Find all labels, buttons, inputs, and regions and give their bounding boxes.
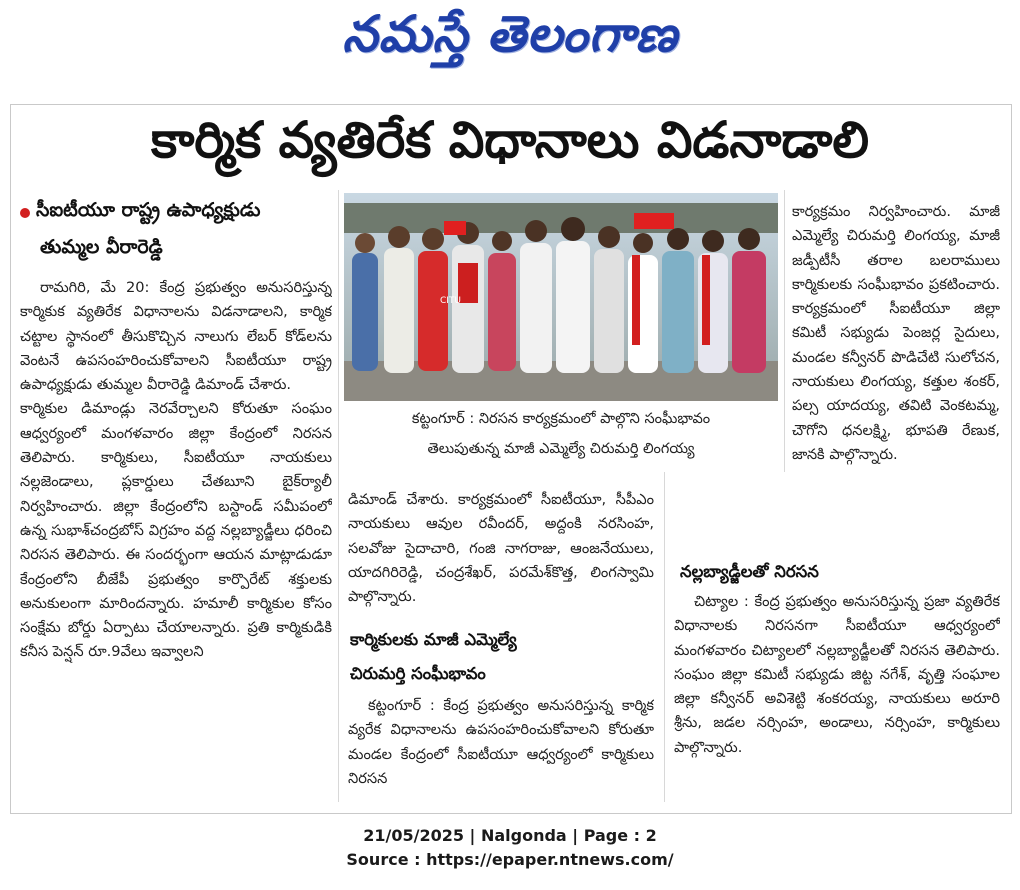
column1-paragraph1: రామగిరి, మే 20: కేంద్ర ప్రభుత్వం అనుసరిస్తున్న కార్మికుక వ్యతిరేక విధానాలను విడనాడాలని, కార్మిక చట్టాల స్థానంలో తీసుకొచ్చిన నాలుగు లేబర్ కోడ్‌లను వెంటనే ఉపసంహరించుకోవాలని సీఐటీయూ రాష్ట్ర ఉపాధ్యక్షుడు తుమ్మల వీరారెడ్డి డిమాండ్ చేశారు.: [20, 279, 332, 394]
column2-subhead-line2: చిరుమర్తి సంఘీభావం: [350, 664, 486, 683]
bullet-icon: [20, 208, 30, 218]
column-3: [792, 200, 1000, 490]
photo-caption-line2: తెలుపుతున్న మాజీ ఎమ్మెల్యే చిరుమర్తి లింగయ్య: [427, 441, 695, 457]
section-3: [674, 590, 1000, 802]
column2-paragraph1: డిమాండ్ చేశారు. కార్యక్రమంలో సీఐటీయూ, సీపీఎం నాయకులు ఆవుల రవీందర్, అద్దంకి నరసింహ, సలవోజు సైదాచారి, గంజి నాగరాజు, ఆంజనేయులు, యాదగిరిరెడ్డి, చంద్రశేఖర్, పరమేశ్‌కొత్త, లింగస్వామి పాల్గొన్నారు.: [348, 491, 654, 606]
footer-source-line: Source : https://epaper.ntnews.com/: [346, 850, 674, 869]
column3-paragraph1: కార్యక్రమం నిర్వహించారు. మాజీ ఎమ్మెల్యే చిరుమర్తి లింగయ్య, మాజీ జడ్పీటీసీ తరాల బలరాములు కార్మికులకు సంఘీభావం ప్రకటించారు. కార్యక్రమంలో సీఐటీయూ జిల్లా కమిటీ సభ్యుడు పెంజర్ల సైదులు, మండల కన్వీనర్ పొడిచేటి సులోచన, నాయకులు లింగయ్య, కత్తుల శంకర్, పల్స యాదయ్య, తవిటి వెంకటమ్మ, చౌగోని ధనలక్ష్మి, భూపతి రేణుక, జానకి పాల్గొన్నారు.: [792, 203, 1000, 463]
section3-heading: నల్లబ్యాడ్జీలతో నిరసన: [680, 562, 819, 581]
section3-paragraph: చిట్యాల : కేంద్ర ప్రభుత్వం అనుసరిస్తున్న ప్రజా వ్యతిరేక విధానాలకు నిరసనగా సీఐటీయూ ఆధ్వర్యంలో మంగళవారం చిట్యాలలో నల్లబ్యాడ్జీలతో నిరసన తెలిపారు. సంఘం జిల్లా కమిటీ సభ్యుడు జిట్ట నగేశ్, వృత్తి సంఘాల జిల్లా కన్వీనర్ అవిశెట్టి శంకరయ్య, నాయకులు అరూరి శ్రీను, జడల నర్సింహ, అండాలు, నర్సింహ, కార్మికులు పాల్గొన్నారు.: [674, 593, 1000, 756]
column-2-top: [348, 488, 654, 608]
photo-caption: [344, 404, 778, 464]
photo-caption-line1: కట్టంగూర్ : నిరసన కార్యక్రమంలో పాల్గొని సంఘీభావం: [411, 411, 711, 427]
column-divider: [338, 190, 339, 802]
column1-paragraph2: కార్మికుల డిమాండ్లు నెరవేర్చాలని కోరుతూ సంఘం ఆధ్వర్యంలో మంగళవారం జిల్లా కేంద్రంలో నిరసన తెలిపారు. కార్మికులు, సీఐటీయూ నాయకులు నల్లజెండాలు, ప్లకార్డులు చేతబూని బైక్‌ర్యాలీ నిర్వహించారు. జిల్లా కేంద్రంలోని బస్టాండ్ సమీపంలో ఉన్న సుభాశ్‌చంద్రబోస్ విగ్రహం వద్ద నల్లబ్యాడ్జీలు ధరించి నిరసన తెలిపారు. ఈ సందర్భంగా ఆయన మాట్లాడుడూ కేంద్రంలోని బీజేపీ ప్రభుత్వం కార్పొరేట్ శక్తులకు అనుకులంగా మారిందన్నారు. హమాలీ కార్మికుల కోసం సంక్షేమ బోర్డు ఏర్పాటు చేయాలన్నారు. ప్రతి కార్మికుడికి కనీస పెన్షన్ రూ.9వేలు ఇవ్వాలని: [20, 400, 332, 661]
protest-photo-illustration: [344, 193, 778, 401]
footer-date-line: 21/05/2025 | Nalgonda | Page : 2: [363, 826, 657, 845]
banner-text: CITU: [440, 296, 462, 306]
news-photo: [344, 193, 778, 401]
column-1: [20, 276, 332, 806]
headline: కార్మిక వ్యతిరేక విధానాలు విడనాడాలి: [150, 110, 870, 169]
column2-paragraph2: కట్టంగూర్ : కేంద్ర ప్రభుత్వం అనుసరిస్తున్న కార్మిక వ్యరేక విధానాలను ఉపసంహరించుకోవాలని కోరుతూ మండల కేంద్రంలో సీఐటీయూ ఆధ్వర్యంలో కార్మికులు నిరసన: [348, 697, 654, 787]
column-2-bottom: [348, 694, 654, 802]
newspaper-logo: నమస్తే తెలంగాణ: [342, 4, 678, 63]
column-divider: [784, 190, 785, 472]
column2-subhead-line1: కార్మికులకు మాజీ ఎమ్మెల్యే: [350, 630, 517, 649]
masthead: [0, 0, 1020, 80]
subheadline-line2: తుమ్మల వీరారెడ్డి: [40, 236, 163, 258]
subheadline-line1: సీఐటీయూ రాష్ట్ర ఉపాధ్యక్షుడు: [36, 199, 261, 221]
column-divider: [664, 472, 665, 802]
